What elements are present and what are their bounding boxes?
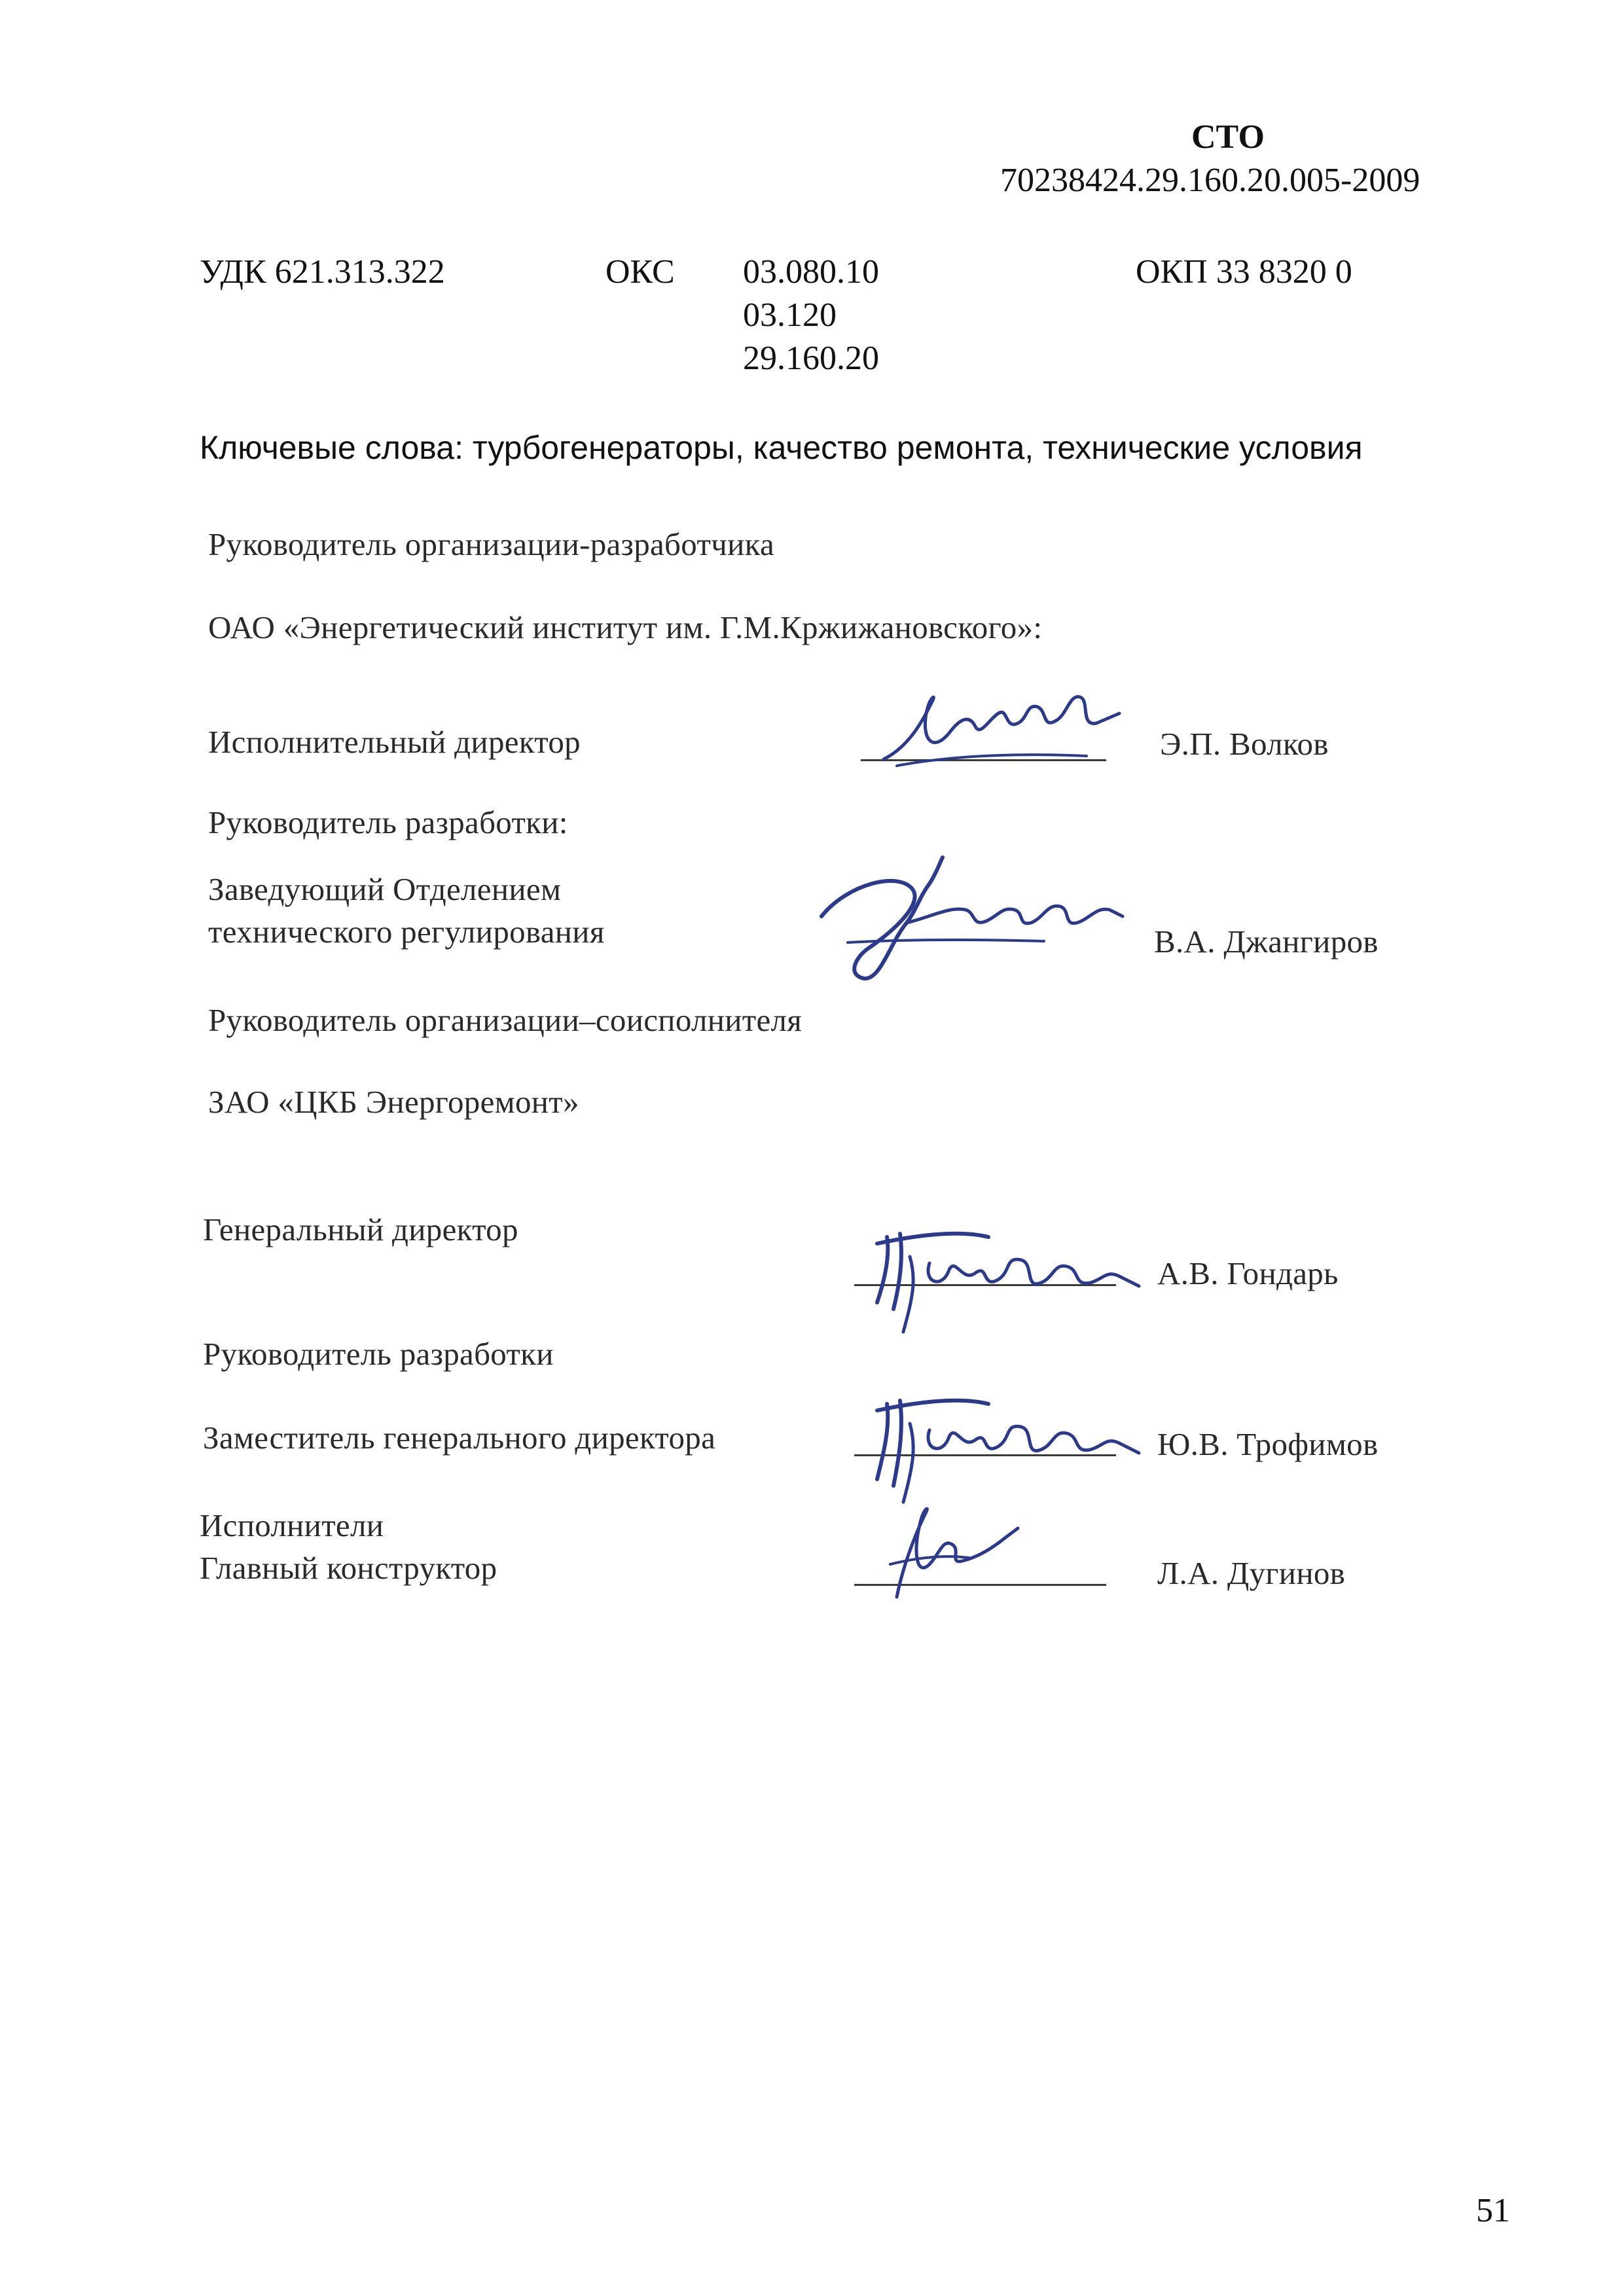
oks-code-1: 03.080.10: [743, 253, 879, 291]
coexecutor-organization: ЗАО «ЦКБ Энергоремонт»: [208, 1084, 579, 1120]
oks-code-3: 29.160.20: [743, 340, 879, 377]
standard-number: 70238424.29.160.20.005-2009: [1000, 162, 1420, 199]
position-general-director: Генеральный директор: [203, 1211, 518, 1247]
oks-label: ОКС: [605, 253, 675, 291]
signature-dzhangirov: [808, 844, 1136, 995]
position-department-head-line1: Заведующий Отделением: [208, 871, 562, 907]
signature-volkov: [871, 668, 1146, 772]
executors-heading: Исполнители: [200, 1507, 384, 1543]
position-department-head-line2: технического регулирования: [208, 914, 605, 950]
developer-lead-heading: Руководитель разработки:: [208, 804, 568, 840]
name-dzhangirov: В.А. Джангиров: [1154, 924, 1379, 960]
signature-duginov: [877, 1486, 1047, 1617]
keywords-line: Ключевые слова: турбогенераторы, качество ремонта, технические условия: [200, 429, 1363, 466]
name-gondar: А.В. Гондарь: [1157, 1255, 1339, 1291]
oks-code-2: 03.120: [743, 296, 837, 334]
position-executive-director: Исполнительный директор: [208, 724, 581, 760]
standard-type: СТО: [1191, 118, 1265, 156]
developer-organization: ОАО «Энергетический институт им. Г.М.Кржижановского»:: [208, 609, 1043, 645]
okp-code: ОКП 33 8320 0: [1136, 253, 1352, 291]
position-chief-designer: Главный конструктор: [200, 1550, 497, 1586]
coexecutor-lead-heading: Руководитель разработки: [203, 1336, 554, 1372]
name-trofimov: Ю.В. Трофимов: [1157, 1426, 1379, 1462]
name-volkov: Э.П. Волков: [1160, 726, 1329, 762]
name-duginov: Л.А. Дугинов: [1157, 1555, 1346, 1591]
page-number: 51: [1476, 2192, 1510, 2229]
udk-code: УДК 621.313.322: [200, 253, 445, 291]
coexecutor-heading: Руководитель организации–соисполнителя: [208, 1002, 803, 1038]
position-deputy-director: Заместитель генерального директора: [203, 1420, 716, 1456]
developer-heading: Руководитель организации-разработчика: [208, 526, 775, 562]
signature-gondar: [864, 1217, 1152, 1342]
